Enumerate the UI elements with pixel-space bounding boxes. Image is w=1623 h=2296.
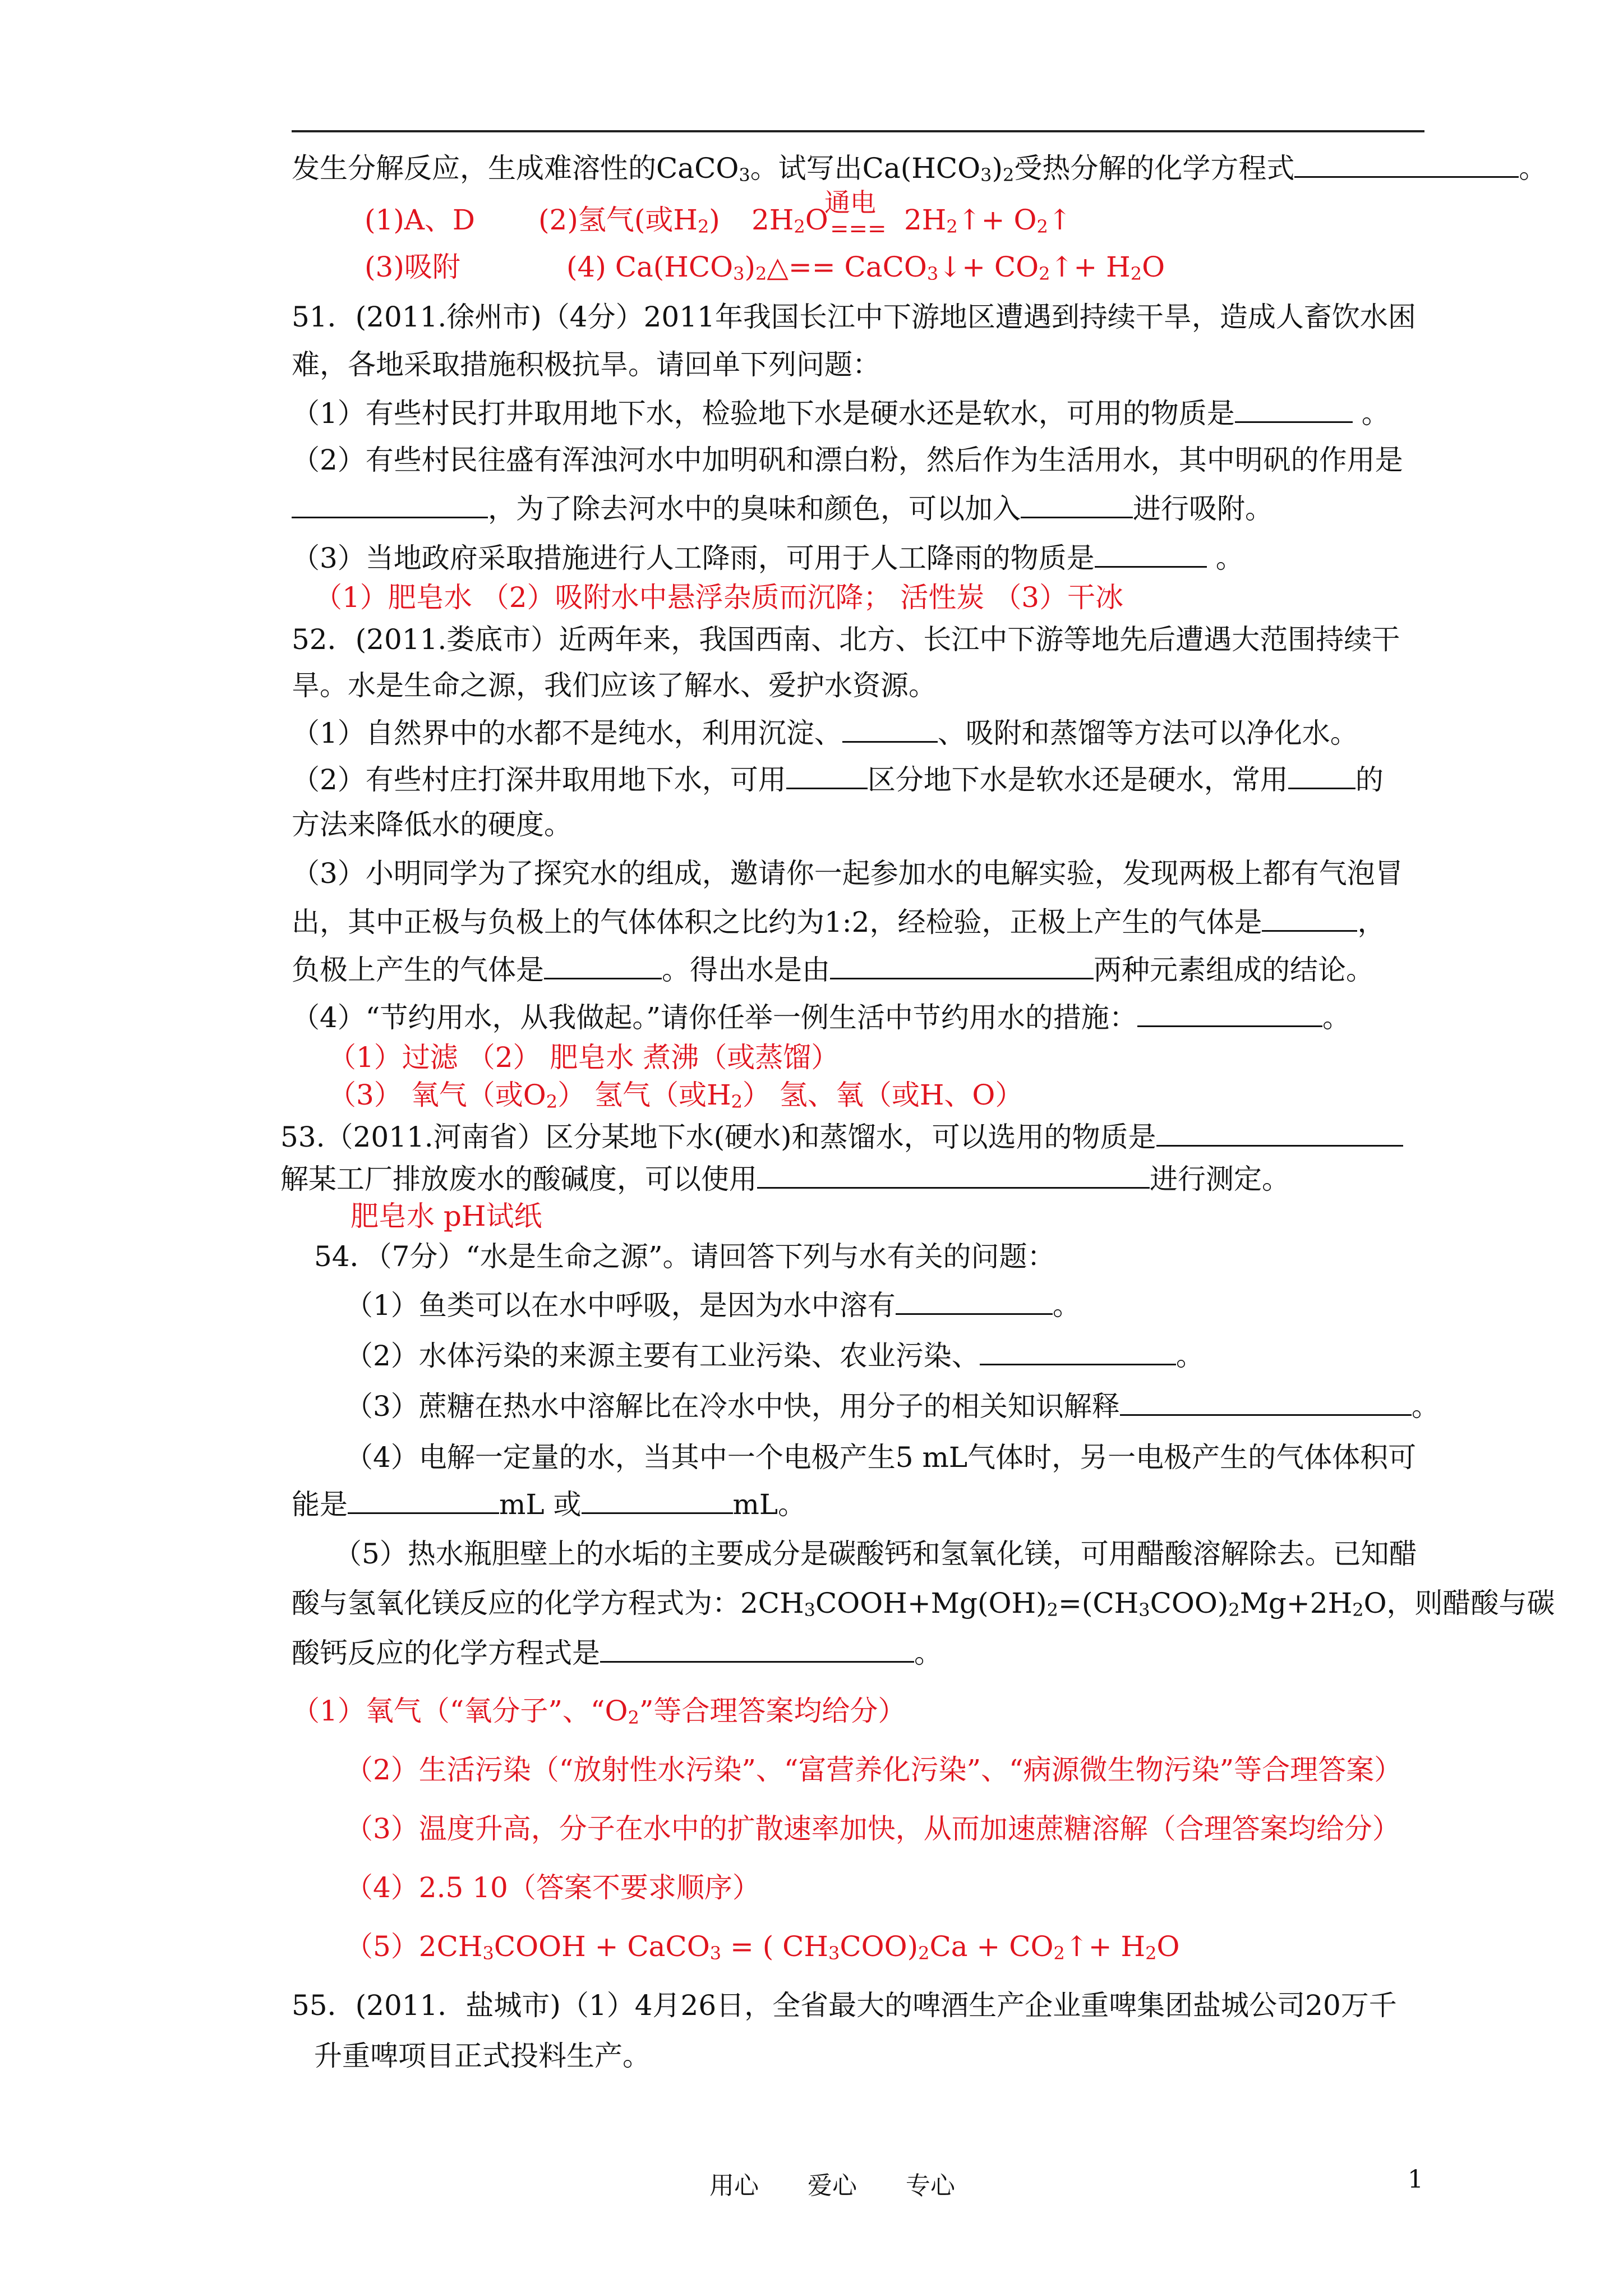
question-51: 51．(2011.徐州市)（4分）2011年我国长江中下游地区遭遇到持续干旱，造成人畜饮水困 (292, 301, 1416, 333)
answer-line: （2）生活污染（“放射性水污染”、“富营养化污染”、“病源微生物污染”等合理答案） (345, 1754, 1403, 1786)
answer-line: （1）肥皂水 （2）吸附水中悬浮杂质而沉降； 活性炭 （3）干冰 (314, 581, 1124, 614)
answer-blank (1120, 1388, 1412, 1416)
answer-line: （3）温度升高，分子在水中的扩散速率加快，从而加速蔗糖溶解（合理答案均给分） (345, 1812, 1400, 1845)
text-line: （3）小明同学为了探究水的组成，邀请你一起参加水的电解实验，发现两极上都有气泡冒 (292, 857, 1403, 890)
text-line: 能是 mL 或 mL。 (292, 1487, 806, 1521)
question-52: 52．(2011.娄底市）近两年来，我国西南、北方、长江中下游等地先后遭遇大范围持续干 (292, 623, 1400, 656)
answer-blank (600, 1635, 914, 1663)
answer-line: （1）过滤 （2） 肥皂水 煮沸（或蒸馏） (328, 1041, 840, 1074)
text-line: ，为了除去河水中的臭味和颜色，可以加入 进行吸附。 (292, 491, 1273, 526)
text-line: 发生分解反应，生成难溶性的CaCO$_3$。试写出$Ca(HCO_3)_2$受热分解的化学方程式 。 (292, 150, 1547, 185)
answer-blank (842, 715, 938, 743)
text-line: 负极上产生的气体是 。得出水是由 两种元素组成的结论。 (292, 952, 1374, 987)
text-line: 出，其中正极与负极上的气体体积之比约为1:2，经检验，正极上产生的气体是 ， (292, 904, 1385, 939)
text-line: 升重啤项目正式投料生产。 (314, 2040, 651, 2072)
text-line: 旱。水是生命之源，我们应该了解水、爱护水资源。 (292, 669, 937, 702)
text-line: （4）“节约用水，从我做起。”请你任举一例生活中节约用水的措施： 。 (292, 1000, 1350, 1034)
text-line: （2）有些村庄打深井取用地下水，可用 区分地下水是软水还是硬水，常用 的 (292, 762, 1384, 797)
text-line: 酸与氢氧化镁反应的化学方程式为：$2CH_3COOH+Mg(OH)_2=(CH_3COO)_2Mg+2H_2O$，则醋酸与碳 (292, 1587, 1555, 1621)
answer-line: （1）氧气（“氧分子”、“$O_2$”等合理答案均给分） (292, 1695, 906, 1728)
answer-blank (757, 1161, 1150, 1189)
answer-line: （3） 氧气（或$O_2$） 氢气（或$H_2$） 氢、氧（或H、O） (328, 1079, 1023, 1112)
answer-blank (1137, 1000, 1322, 1027)
header-rule (292, 130, 1424, 132)
answer-blank (896, 1287, 1053, 1315)
answer-blank (1095, 540, 1207, 568)
text-line: （5）热水瓶胆壁上的水垢的主要成分是碳酸钙和氢氧化镁，可用醋酸溶解除去。已知醋 (334, 1538, 1417, 1570)
text-line: （2）水体污染的来源主要有工业污染、农业污染、 。 (345, 1338, 1204, 1373)
answer-blank (980, 1338, 1176, 1365)
text-line: （1）鱼类可以在水中呼吸，是因为水中溶有 。 (345, 1287, 1081, 1322)
answer-blank (786, 762, 868, 789)
answer-blank (292, 491, 488, 518)
footer-text: 专心 (906, 2171, 955, 2200)
answer-line: (3)吸附 (365, 251, 460, 283)
question-53: 53.（2011.河南省）区分某地下水(硬水)和蒸馏水，可以选用的物质是 (280, 1119, 1403, 1154)
footer-text: 爱心 (808, 2171, 857, 2200)
answer-line: 肥皂水 pH试纸 (351, 1200, 542, 1232)
answer-blank (348, 1487, 499, 1514)
text-line: （4）电解一定量的水，当其中一个电极产生5 mL气体时，另一电极产生的气体体积可 (345, 1441, 1417, 1474)
answer-blank (1288, 762, 1355, 789)
page-number: 1 (1408, 2165, 1423, 2194)
answer-line: （4）2.5 10（答案不要求顺序） (345, 1871, 760, 1904)
text-line: 酸钙反应的化学方程式是 。 (292, 1635, 942, 1670)
answer-line: $(5)2CH_3COOH$ + CaCO$_3$ = ( $CH_3COO)_2Ca$ + $CO_2↑+ H_2O$ (345, 1930, 1180, 1964)
answer-blank (1021, 491, 1133, 518)
answer-blank (830, 952, 1094, 979)
text-line: 难，各地采取措施积极抗旱。请回单下列问题： (292, 348, 880, 381)
text-line: （3）蔗糖在热水中溶解比在冷水中快，用分子的相关知识解释 。 (345, 1388, 1440, 1423)
question-54: 54．（7分）“水是生命之源”。请回答下列与水有关的问题： (314, 1240, 1055, 1273)
answer-blank (1235, 395, 1353, 423)
electrolysis-label: 通电 (824, 187, 876, 218)
answer-line: (4) $Ca(HCO_3)_2\triangle==$ CaCO$_3$↓+ $CO_2↑+ H_2O$ (566, 251, 1165, 284)
answer-line: $2H_2O$ (751, 204, 828, 237)
footer-text: 用心 (709, 2171, 759, 2200)
text-line: 方法来降低水的硬度。 (292, 808, 572, 841)
answer-blank (1294, 150, 1519, 178)
answer-line: (2)氢气(或$H_2$) (538, 204, 720, 237)
text-line: （1）自然界中的水都不是纯水，利用沉淀、 、吸附和蒸馏等方法可以净化水。 (292, 715, 1358, 750)
text-line: （3）当地政府采取措施进行人工降雨，可用于人工降雨的物质是 。 (292, 540, 1244, 575)
question-55: 55．(2011．盐城市)（1）4月26日，全省最大的啤酒生产企业重啤集团盐城公司20万千 (292, 1989, 1397, 2022)
answer-line: (1)A、D (365, 204, 476, 236)
text-line: （1）有些村民打井取用地下水，检验地下水是硬水还是软水，可用的物质是 。 (292, 395, 1390, 430)
answer-blank (582, 1487, 733, 1514)
answer-line: $2H_2↑+$ $O_2↑$ (904, 204, 1072, 237)
text-line: （2）有些村民往盛有浑浊河水中加明矾和漂白粉，然后作为生活用水，其中明矾的作用是 (292, 444, 1403, 476)
electrolysis-equals: === (830, 216, 887, 242)
answer-blank (1156, 1119, 1403, 1147)
text-line: 解某工厂排放废水的酸碱度，可以使用 进行测定。 (280, 1161, 1290, 1196)
answer-blank (1262, 904, 1357, 932)
answer-blank (544, 952, 662, 979)
